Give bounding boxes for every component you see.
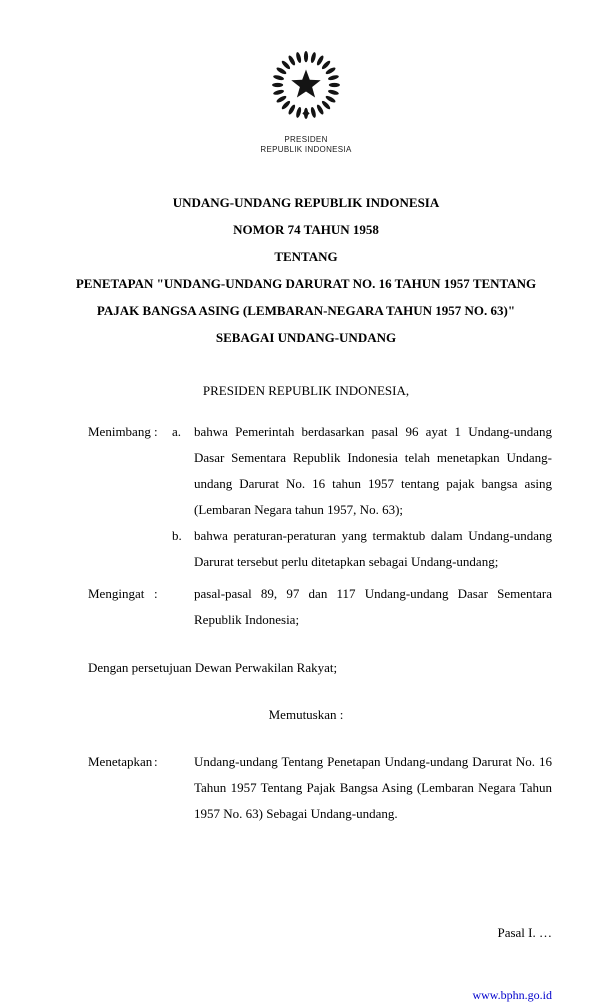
clause-label: Mengingat bbox=[88, 586, 145, 601]
title-line: PAJAK BANGSA ASING (LEMBARAN-NEGARA TAHUN 1957 NO. 63)" bbox=[96, 303, 516, 318]
clause-menimbang bbox=[88, 419, 552, 575]
clause-text: Undang-undang Tentang Penetapan Undang-undang Darurat No. 16 Tahun 1957 Tentang Pajak Bangsa Asing (Lembaran Negara Tahun 1957 No. 63) Sebagai Undang-undang. bbox=[194, 754, 552, 821]
page-continuation-marker: Pasal I. … bbox=[497, 925, 552, 940]
star-icon bbox=[291, 70, 320, 98]
letterhead-text bbox=[0, 135, 612, 155]
letterhead-line-presiden: PRESIDEN bbox=[284, 135, 328, 144]
title-line: PENETAPAN "UNDANG-UNDANG DARURAT NO. 16 TAHUN 1957 TENTANG bbox=[75, 276, 537, 291]
letterhead-line-republik: REPUBLIK INDONESIA bbox=[260, 145, 352, 154]
title-block bbox=[0, 189, 612, 351]
bphn-website-link[interactable]: www.bphn.go.id bbox=[472, 988, 552, 1002]
clause-label: Menetapkan bbox=[88, 754, 153, 769]
title-line: UNDANG-UNDANG REPUBLIK INDONESIA bbox=[172, 195, 440, 210]
item-marker: b. bbox=[172, 528, 182, 543]
list-item-b bbox=[172, 523, 552, 575]
clause-content bbox=[172, 581, 552, 633]
title-line: TENTANG bbox=[274, 249, 338, 264]
item-marker: a. bbox=[172, 424, 182, 439]
clause-colon: : bbox=[154, 424, 158, 439]
title-line: NOMOR 74 TAHUN 1958 bbox=[233, 222, 379, 237]
clause-mengingat bbox=[88, 581, 552, 633]
clause-colon: : bbox=[154, 586, 158, 601]
clause-menetapkan bbox=[88, 749, 552, 827]
clause-colon: : bbox=[154, 754, 158, 769]
title-line: SEBAGAI UNDANG-UNDANG bbox=[215, 330, 397, 345]
persetujuan-line: Dengan persetujuan Dewan Perwakilan Rakyat; bbox=[88, 660, 338, 675]
clause-label: Menimbang bbox=[88, 424, 151, 439]
clause-content bbox=[172, 419, 552, 575]
salutation: PRESIDEN REPUBLIK INDONESIA, bbox=[202, 383, 410, 398]
clause-text: pasal-pasal 89, 97 dan 117 Undang-undang Dasar Sementara Republik Indonesia; bbox=[194, 586, 552, 627]
clause-content bbox=[172, 749, 552, 827]
list-item-a bbox=[172, 419, 552, 523]
letterhead bbox=[0, 42, 612, 155]
item-text: bahwa Pemerintah berdasarkan pasal 96 ayat 1 Undang-undang Dasar Sementara Republik Indonesia telah menetapkan Undang-undang Darurat No. 16 tahun 1957 tentang pajak bangsa asing (Lembaran Negara tahun 1957, No. 63); bbox=[194, 424, 552, 517]
memutuskan-heading: Memutuskan : bbox=[268, 707, 344, 722]
presidential-emblem-icon bbox=[263, 42, 349, 128]
item-text: bahwa peraturan-peraturan yang termaktub dalam Undang-undang Darurat tersebut perlu ditetapkan sebagai Undang-undang; bbox=[194, 528, 552, 569]
